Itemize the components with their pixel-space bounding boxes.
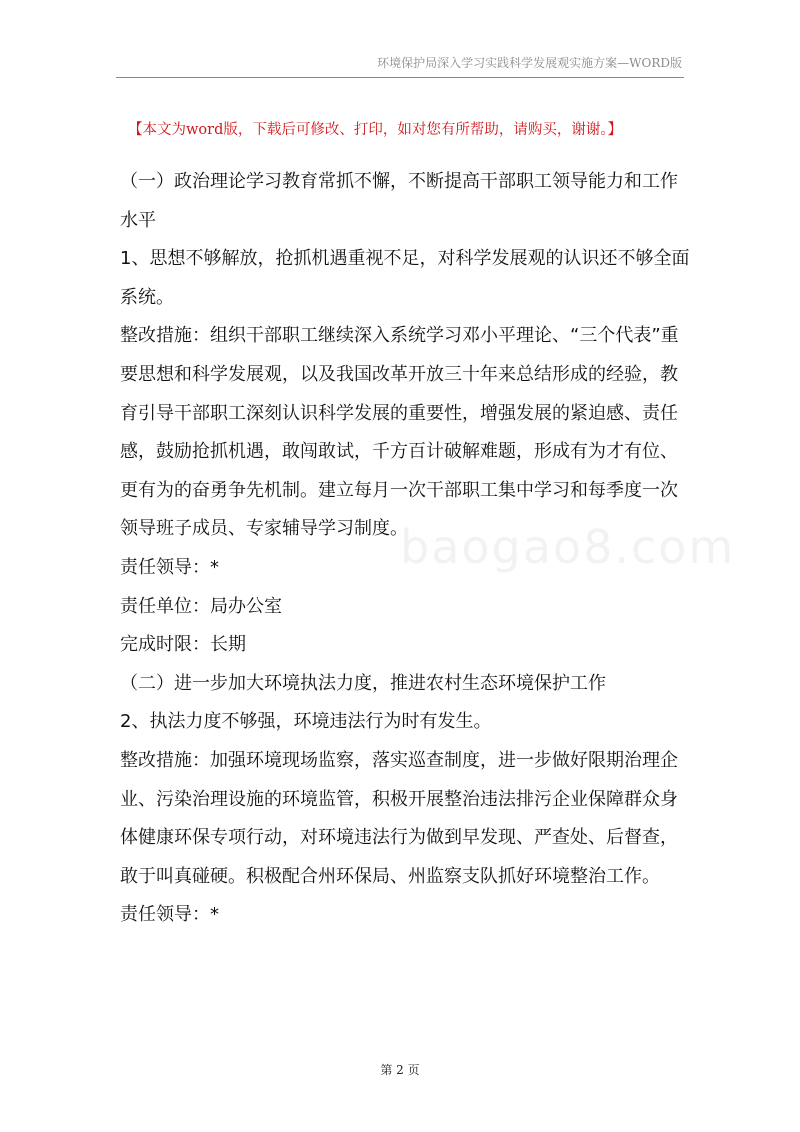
- rectification-measures-1: 整改措施：组织干部职工继续深入系统学习邓小平理论、“三个代表”重要思想和科学发展观，以及我国改革开放三十年来总结形成的经验，教育引导干部职工深刻认识科学发展的重要性，增强发展的紧迫感、责任感，鼓励抢抓机遇，敢闯敢试，千方百计破解难题，形成有为才有位、更有为的奋勇争先机制。建立每月一次干部职工集中学习和每季度一次领导班子成员、专家辅导学习制度。: [120, 325, 679, 540]
- deadline-1: 完成时限：长期: [120, 634, 246, 656]
- document-body: [120, 163, 690, 935]
- header-divider: [116, 77, 684, 78]
- purchase-notice: 【本文为word版，下载后可修改、打印，如对您有所帮助，请购买，谢谢。】: [128, 122, 623, 138]
- issue-item-1: 1、思想不够解放，抢抓机遇重视不足，对科学发展观的认识还不够全面系统。: [120, 248, 690, 308]
- page-number: 第 2 页: [380, 1063, 420, 1077]
- section-heading-2: （二）进一步加大环境执法力度，推进农村生态环境保护工作: [120, 672, 606, 694]
- section-heading-1: （一）政治理论学习教育常抓不懈，不断提高干部职工领导能力和工作水平: [120, 171, 678, 231]
- responsible-leader-2: 责任领导：*: [120, 904, 219, 926]
- responsible-leader-1: 责任领导：*: [120, 556, 219, 578]
- watermark: baogao8.com: [400, 520, 736, 574]
- rectification-measures-2: 整改措施：加强环境现场监察，落实巡查制度，进一步做好限期治理企业、污染治理设施的环境监管，积极开展整治违法排污企业保障群众身体健康环保专项行动，对环境违法行为做到早发现、严查处、后督查，敢于叫真碰硬。积极配合州环保局、州监察支队抓好环境整治工作。: [120, 749, 678, 887]
- issue-item-2: 2、执法力度不够强，环境违法行为时有发生。: [120, 711, 492, 733]
- running-header: 环境保护局深入学习实践科学发展观实施方案—WORD版: [377, 56, 682, 70]
- responsible-unit-1: 责任单位：局办公室: [120, 595, 282, 617]
